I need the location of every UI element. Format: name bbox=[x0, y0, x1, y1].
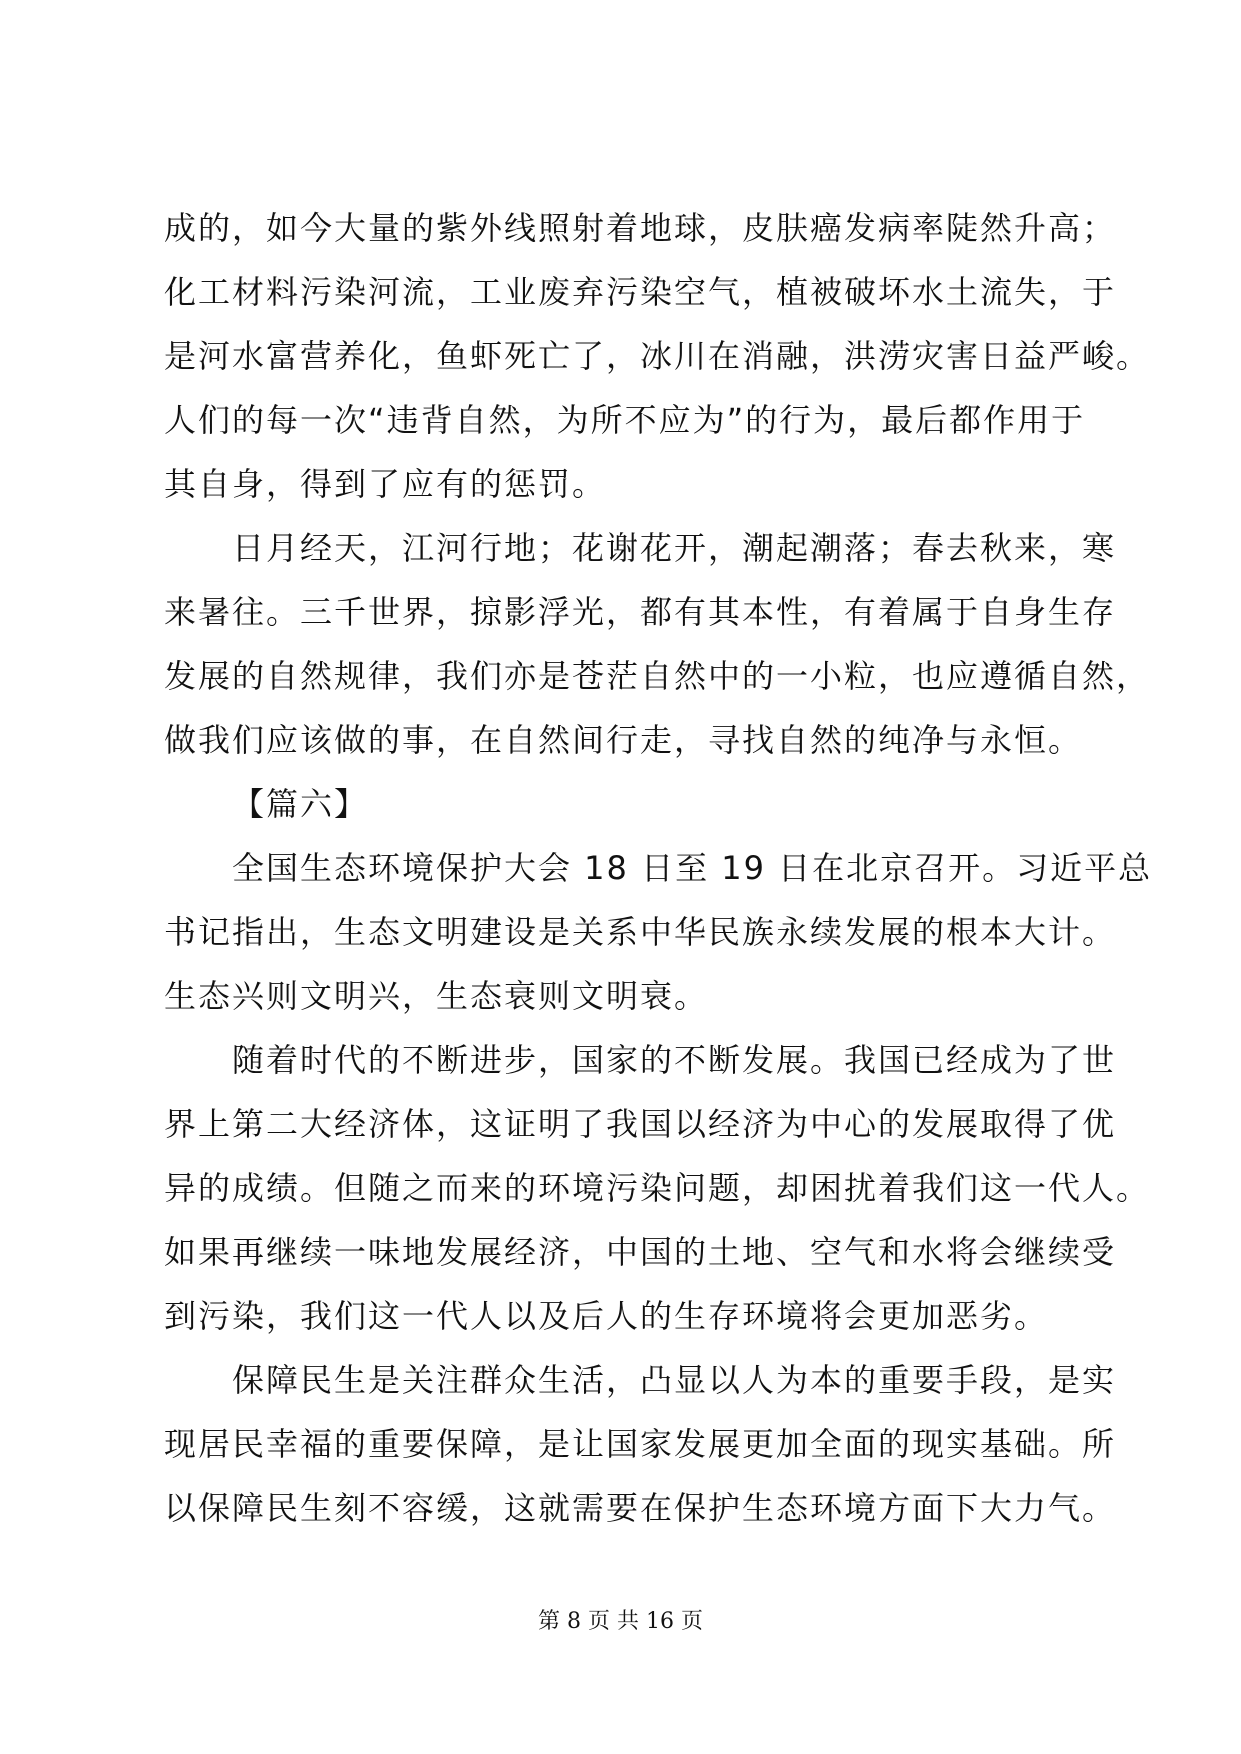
text-line: 以保障民生刻不容缓，这就需要在保护生态环境方面下大力气。 bbox=[164, 1489, 1117, 1527]
text-line: 发展的自然规律，我们亦是苍茫自然中的一小粒，也应遵循自然， bbox=[164, 657, 1151, 695]
text-line: 【篇六】 bbox=[232, 785, 369, 823]
text-line: 日月经天，江河行地；花谢花开，潮起潮落；春去秋来，寒 bbox=[232, 529, 1117, 567]
text-line: 化工材料污染河流，工业废弃污染空气，植被破坏水土流失，于 bbox=[164, 273, 1117, 311]
text-line: 界上第二大经济体，这证明了我国以经济为中心的发展取得了优 bbox=[164, 1105, 1117, 1143]
text-line: 异的成绩。但随之而来的环境污染问题，却困扰着我们这一代人。 bbox=[164, 1169, 1151, 1207]
text-line: 做我们应该做的事，在自然间行走，寻找自然的纯净与永恒。 bbox=[164, 721, 1083, 759]
text-line: 其自身，得到了应有的惩罚。 bbox=[164, 465, 607, 503]
text-line: 人们的每一次“违背自然，为所不应为”的行为，最后都作用于 bbox=[164, 401, 1086, 439]
text-line: 生态兴则文明兴，生态衰则文明衰。 bbox=[164, 977, 709, 1015]
text-line: 如果再继续一味地发展经济，中国的土地、空气和水将会继续受 bbox=[164, 1233, 1117, 1271]
text-line: 到污染，我们这一代人以及后人的生存环境将会更加恶劣。 bbox=[164, 1297, 1049, 1335]
text-line: 保障民生是关注群众生活，凸显以人为本的重要手段，是实 bbox=[232, 1361, 1117, 1399]
text-line: 书记指出，生态文明建设是关系中华民族永续发展的根本大计。 bbox=[164, 913, 1117, 951]
document-body bbox=[164, 196, 1153, 1540]
text-line: 现居民幸福的重要保障，是让国家发展更加全面的现实基础。所 bbox=[164, 1425, 1117, 1463]
text-line: 是河水富营养化，鱼虾死亡了，冰川在消融，洪涝灾害日益严峻。 bbox=[164, 337, 1151, 375]
text-line: 成的，如今大量的紫外线照射着地球，皮肤癌发病率陡然升高； bbox=[164, 209, 1117, 247]
page-footer: 第 8 页 共 16 页 bbox=[538, 1609, 703, 1634]
text-line: 全国生态环境保护大会 18 日至 19 日在北京召开。习近平总 bbox=[232, 849, 1153, 887]
text-line: 随着时代的不断进步，国家的不断发展。我国已经成为了世 bbox=[232, 1041, 1117, 1079]
text-line: 来暑往。三千世界，掠影浮光，都有其本性，有着属于自身生存 bbox=[164, 593, 1117, 631]
